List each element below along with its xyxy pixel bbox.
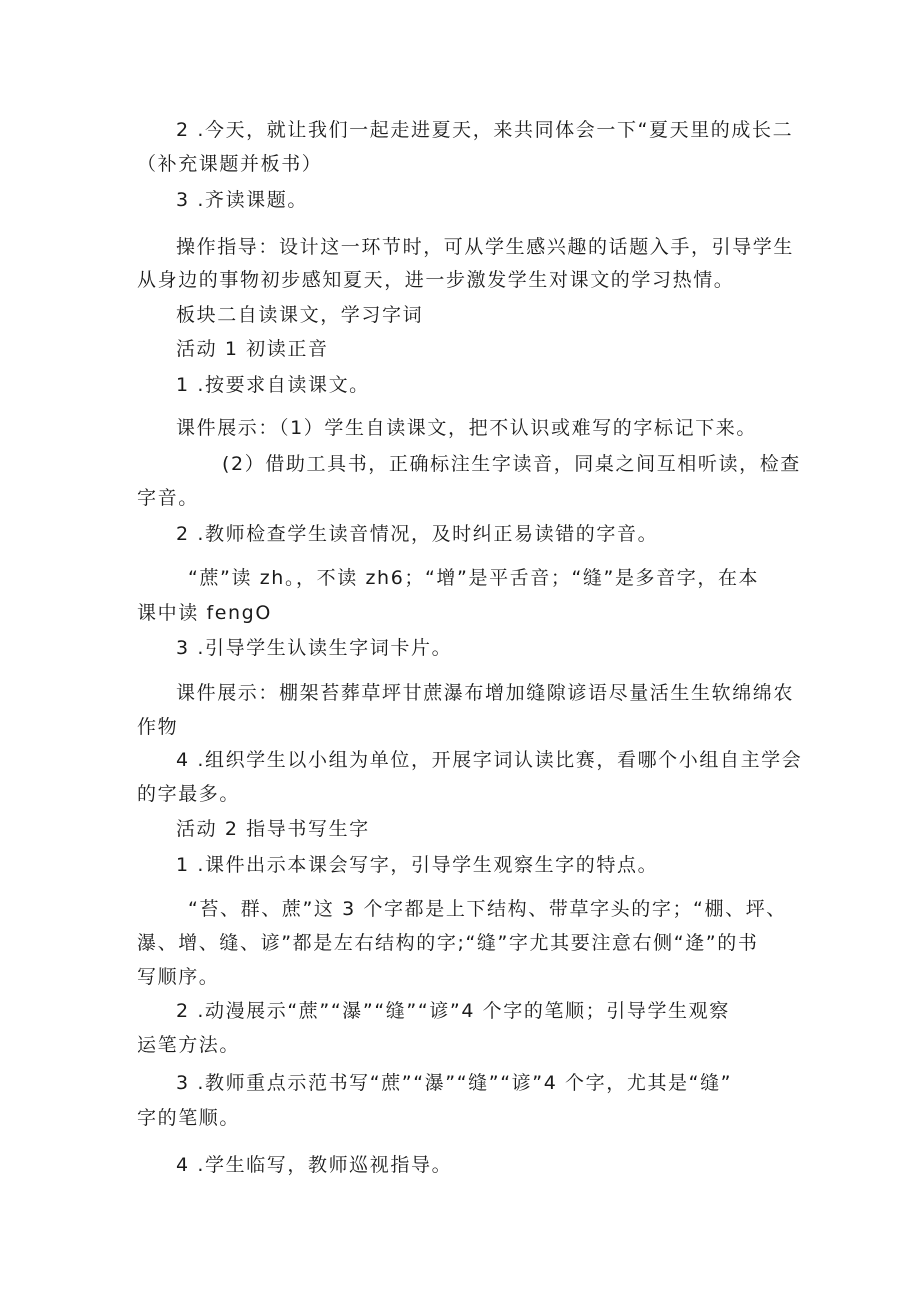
paragraph-line: 瀑、增、缝、谚”都是左右结构的字;“缝”字尤其要注意右侧“逄”的书 [137, 932, 759, 954]
paragraph-line: 操作指导：设计这一环节时，可从学生感兴趣的话题入手，引导学生 [176, 236, 795, 258]
paragraph-line: (2）借助工具书，正确标注生字读音，同桌之间互相听读，检查 [222, 453, 801, 475]
paragraph-line: 从身边的事物初步感知夏天，进一步激发学生对课文的学习热情。 [137, 269, 735, 291]
paragraph-line: 4 .学生临写，教师巡视指导。 [176, 1154, 453, 1176]
paragraph-line: 3 .引导学生认读生字词卡片。 [176, 637, 453, 659]
paragraph-line: 2 .动漫展示“蔗”“瀑”“缝”“谚”4 个字的笔顺；引导学生观察 [176, 1000, 730, 1022]
paragraph-line: 1 .按要求自读课文。 [176, 374, 370, 396]
activity-heading: 活动 1 初读正音 [176, 338, 329, 360]
paragraph-line: （补充课题并板书） [137, 153, 323, 175]
section-heading: 板块二自读课文，学习字词 [176, 304, 424, 326]
paragraph-line: 字的笔顺。 [137, 1107, 241, 1129]
paragraph-line: 的字最多。 [137, 783, 241, 805]
activity-heading: 活动 2 指导书写生字 [176, 818, 370, 840]
paragraph-line: 4 .组织学生以小组为单位，开展字词认读比赛，看哪个小组自主学会 [176, 749, 803, 771]
paragraph-line: 1 .课件出示本课会写字，引导学生观察生字的特点。 [176, 854, 659, 876]
paragraph-line: 作物 [137, 716, 179, 738]
paragraph-line: 运笔方法。 [137, 1034, 241, 1056]
paragraph-line: 2 .教师检查学生读音情况，及时纠正易读错的字音。 [176, 523, 659, 545]
paragraph-line: 3 .齐读课题。 [176, 189, 308, 211]
paragraph-line: 写顺序。 [137, 966, 220, 988]
paragraph-line: 课中读 fengO [137, 602, 272, 624]
paragraph-line: 2 .今天，就让我们一起走进夏天，来共同体会一下“夏天里的成长二 [176, 119, 794, 141]
paragraph-line: 课件展示：棚架苔葬草坪甘蔗瀑布增加缝隙谚语尽量活生生软绵绵农 [176, 682, 795, 704]
paragraph-line: 字音。 [137, 487, 199, 509]
paragraph-line: “苔、群、蔗”这 3 个字都是上下结构、带草字头的字；“棚、坪、 [188, 898, 787, 920]
paragraph-line: 3 .教师重点示范书写“蔗”“瀑”“缝”“谚”4 个字，尤其是“缝” [176, 1072, 733, 1094]
paragraph-line: “蔗”读 zh。，不读 zh6；“增”是平舌音；“缝”是多音字，在本 [188, 567, 760, 589]
paragraph-line: 课件展示：（1）学生自读课文，把不认识或难写的字标记下来。 [176, 417, 757, 439]
